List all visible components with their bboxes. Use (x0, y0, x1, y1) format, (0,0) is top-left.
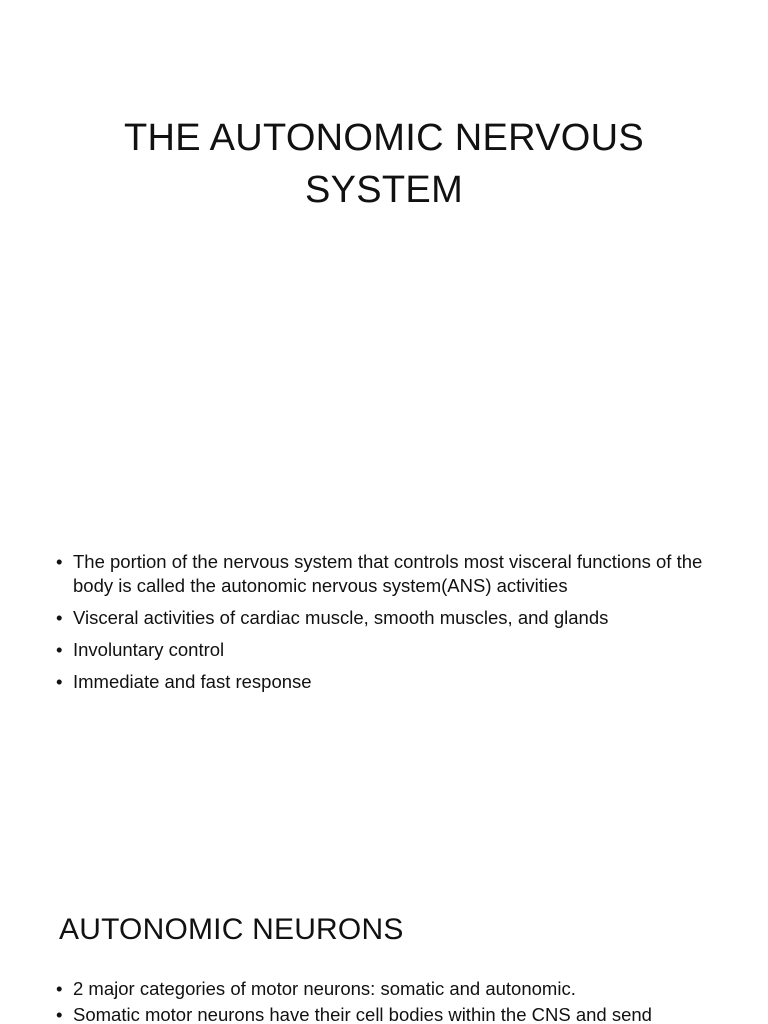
slide-title-text (60, 112, 708, 216)
slide-ans-overview (0, 520, 768, 880)
slide-autonomic-neurons (0, 880, 768, 1024)
bullet-text: The portion of the nervous system that controls most visceral functions of the body is called the autonomic nervous system(ANS) activities (73, 551, 703, 596)
title-line-2: SYSTEM (304, 169, 464, 211)
bullet-icon: • (56, 1004, 63, 1024)
bullet-text: Somatic motor neurons have their cell bodies within the CNS and send (73, 1004, 652, 1024)
bullet-icon: • (56, 607, 63, 628)
bullet-text: Involuntary control (73, 639, 225, 660)
list-item (56, 670, 728, 694)
bullet-icon: • (56, 551, 63, 572)
list-item (56, 977, 728, 1001)
title-line-1: THE AUTONOMIC NERVOUS (123, 117, 645, 159)
bullet-text: Visceral activities of cardiac muscle, smooth muscles, and glands (73, 607, 609, 628)
bullet-text: Immediate and fast response (73, 671, 312, 692)
bullet-list (56, 977, 728, 1024)
bullet-icon: • (56, 639, 63, 660)
section-heading: AUTONOMIC NEURONS (59, 913, 404, 946)
list-item (56, 1003, 728, 1024)
bullet-icon: • (56, 671, 63, 692)
bullet-text: 2 major categories of motor neurons: somatic and autonomic. (73, 978, 576, 999)
list-item (56, 550, 728, 598)
list-item (56, 606, 728, 630)
list-item (56, 638, 728, 662)
bullet-icon: • (56, 978, 63, 999)
bullet-list (56, 550, 728, 702)
